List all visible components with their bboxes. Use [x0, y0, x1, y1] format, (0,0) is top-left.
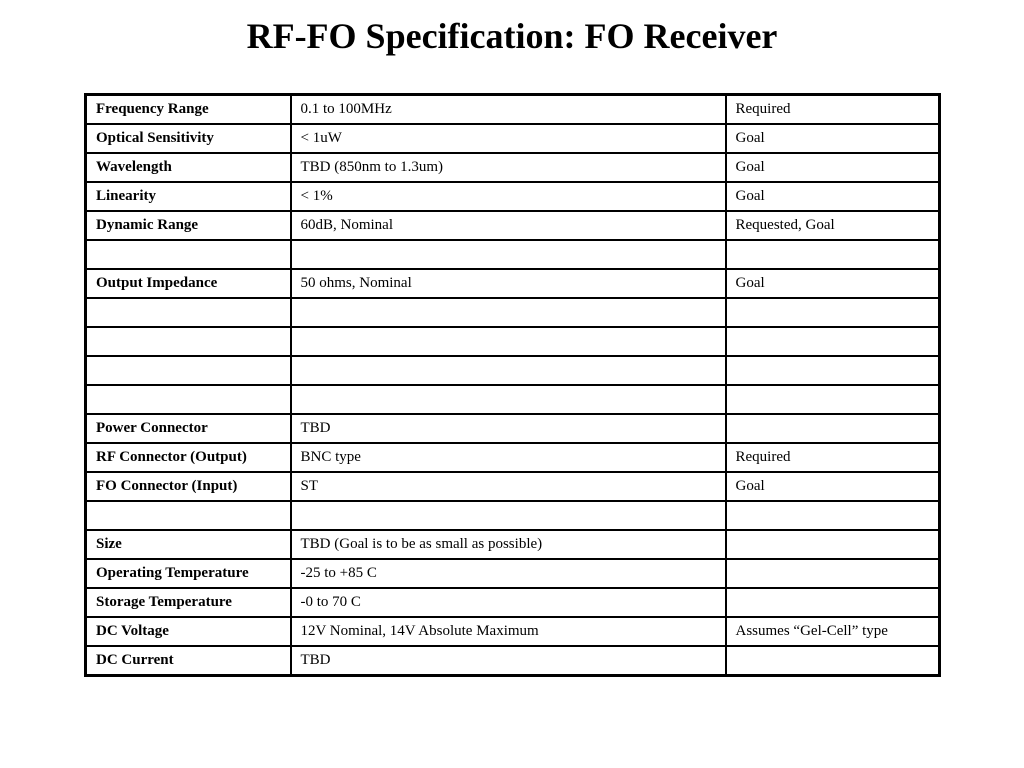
status-cell [726, 327, 940, 356]
param-cell: RF Connector (Output) [86, 443, 291, 472]
param-cell: Linearity [86, 182, 291, 211]
status-cell [726, 501, 940, 530]
param-cell: DC Voltage [86, 617, 291, 646]
value-cell: TBD (Goal is to be as small as possible) [291, 530, 726, 559]
status-cell [726, 414, 940, 443]
param-cell: FO Connector (Input) [86, 472, 291, 501]
table-row [86, 414, 940, 443]
param-cell [86, 356, 291, 385]
param-cell: Size [86, 530, 291, 559]
status-cell: Goal [726, 472, 940, 501]
table-row [86, 588, 940, 617]
table-row [86, 530, 940, 559]
param-cell [86, 501, 291, 530]
table-row [86, 95, 940, 125]
table-row [86, 124, 940, 153]
table-row [86, 269, 940, 298]
param-cell [86, 327, 291, 356]
param-cell [86, 298, 291, 327]
table-row [86, 617, 940, 646]
status-cell [726, 385, 940, 414]
status-cell: Required [726, 95, 940, 125]
param-cell: Frequency Range [86, 95, 291, 125]
value-cell [291, 385, 726, 414]
status-cell: Requested, Goal [726, 211, 940, 240]
param-cell [86, 385, 291, 414]
status-cell: Required [726, 443, 940, 472]
value-cell [291, 327, 726, 356]
status-cell [726, 240, 940, 269]
status-cell: Assumes “Gel-Cell” type [726, 617, 940, 646]
value-cell: 50 ohms, Nominal [291, 269, 726, 298]
param-cell: Output Impedance [86, 269, 291, 298]
status-cell [726, 588, 940, 617]
value-cell: ST [291, 472, 726, 501]
table-row [86, 298, 940, 327]
status-cell [726, 356, 940, 385]
table-row [86, 182, 940, 211]
table-row [86, 327, 940, 356]
param-cell: Optical Sensitivity [86, 124, 291, 153]
param-cell: Storage Temperature [86, 588, 291, 617]
table-row [86, 472, 940, 501]
table-row [86, 646, 940, 676]
value-cell: TBD [291, 414, 726, 443]
param-cell: Operating Temperature [86, 559, 291, 588]
value-cell: < 1% [291, 182, 726, 211]
status-cell [726, 530, 940, 559]
table-row [86, 153, 940, 182]
status-cell [726, 298, 940, 327]
value-cell: < 1uW [291, 124, 726, 153]
table-row [86, 385, 940, 414]
param-cell [86, 240, 291, 269]
status-cell [726, 646, 940, 676]
status-cell: Goal [726, 153, 940, 182]
value-cell [291, 501, 726, 530]
table-row [86, 356, 940, 385]
value-cell [291, 298, 726, 327]
value-cell [291, 356, 726, 385]
value-cell: 12V Nominal, 14V Absolute Maximum [291, 617, 726, 646]
param-cell: Dynamic Range [86, 211, 291, 240]
status-cell: Goal [726, 269, 940, 298]
table-row [86, 501, 940, 530]
value-cell: -25 to +85 C [291, 559, 726, 588]
status-cell: Goal [726, 124, 940, 153]
table-row [86, 240, 940, 269]
value-cell: TBD [291, 646, 726, 676]
value-cell: 0.1 to 100MHz [291, 95, 726, 125]
param-cell: Power Connector [86, 414, 291, 443]
spec-table [84, 93, 941, 677]
param-cell: DC Current [86, 646, 291, 676]
status-cell [726, 559, 940, 588]
value-cell: 60dB, Nominal [291, 211, 726, 240]
value-cell [291, 240, 726, 269]
param-cell: Wavelength [86, 153, 291, 182]
value-cell: TBD (850nm to 1.3um) [291, 153, 726, 182]
table-row [86, 559, 940, 588]
table-row [86, 443, 940, 472]
value-cell: BNC type [291, 443, 726, 472]
table-row [86, 211, 940, 240]
status-cell: Goal [726, 182, 940, 211]
value-cell: -0 to 70 C [291, 588, 726, 617]
page-title: RF-FO Specification: FO Receiver [246, 16, 778, 56]
